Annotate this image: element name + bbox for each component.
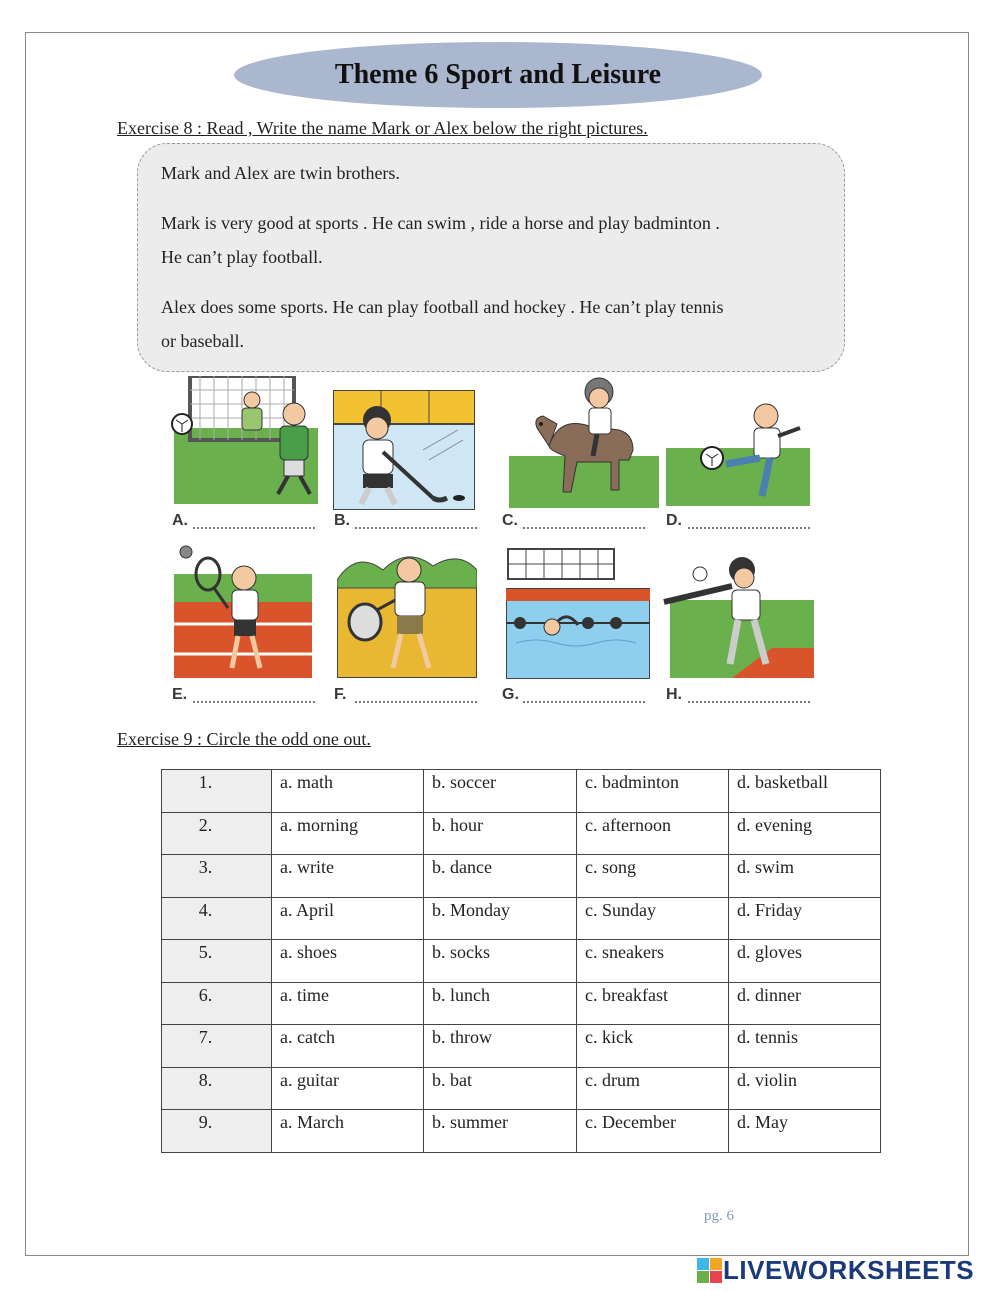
option-b[interactable]: b. socks xyxy=(424,940,577,983)
row-number: 7. xyxy=(162,1025,272,1068)
row-number: 2. xyxy=(162,812,272,855)
picture-hockey xyxy=(333,390,475,510)
row-number: 6. xyxy=(162,982,272,1025)
option-d[interactable]: d. evening xyxy=(729,812,881,855)
option-a[interactable]: a. guitar xyxy=(272,1067,424,1110)
logo-icon xyxy=(697,1258,723,1284)
row-number: 4. xyxy=(162,897,272,940)
option-c[interactable]: c. breakfast xyxy=(577,982,729,1025)
answer-line-a[interactable] xyxy=(193,527,315,529)
option-b[interactable]: b. bat xyxy=(424,1067,577,1110)
row-number: 8. xyxy=(162,1067,272,1110)
option-c[interactable]: c. song xyxy=(577,855,729,898)
table-row xyxy=(162,982,881,1025)
table-row xyxy=(162,812,881,855)
title-banner xyxy=(234,42,762,108)
picture-horse-riding xyxy=(509,376,659,508)
option-a[interactable]: a. March xyxy=(272,1110,424,1153)
answer-line-f[interactable] xyxy=(355,701,477,703)
page-number: pg. 6 xyxy=(704,1208,734,1224)
reading-line: Alex does some sports. He can play football and hockey . He can’t play tennis xyxy=(161,297,724,317)
picture-baseball xyxy=(662,556,814,678)
row-number: 1. xyxy=(162,770,272,813)
row-number: 9. xyxy=(162,1110,272,1153)
picture-tennis xyxy=(172,544,314,678)
answer-line-d[interactable] xyxy=(688,527,810,529)
option-a[interactable]: a. math xyxy=(272,770,424,813)
reading-line: Mark is very good at sports . He can swim , ride a horse and play badminton . xyxy=(161,213,720,233)
option-c[interactable]: c. sneakers xyxy=(577,940,729,983)
option-b[interactable]: b. Monday xyxy=(424,897,577,940)
option-d[interactable]: d. gloves xyxy=(729,940,881,983)
row-number: 5. xyxy=(162,940,272,983)
option-b[interactable]: b. hour xyxy=(424,812,577,855)
picture-letter: E. xyxy=(172,686,188,703)
option-b[interactable]: b. soccer xyxy=(424,770,577,813)
picture-swimming xyxy=(506,547,650,679)
picture-letter: F. xyxy=(334,686,347,703)
option-c[interactable]: c. drum xyxy=(577,1067,729,1110)
reading-line: He can’t play football. xyxy=(161,247,323,267)
option-d[interactable]: d. tennis xyxy=(729,1025,881,1068)
option-c[interactable]: c. kick xyxy=(577,1025,729,1068)
reading-line: Mark and Alex are twin brothers. xyxy=(161,163,400,183)
option-c[interactable]: c. badminton xyxy=(577,770,729,813)
picture-letter: C. xyxy=(502,512,518,529)
picture-letter: G. xyxy=(502,686,519,703)
answer-line-c[interactable] xyxy=(523,527,645,529)
picture-letter: D. xyxy=(666,512,682,529)
answer-line-e[interactable] xyxy=(193,701,315,703)
table-row xyxy=(162,940,881,983)
option-d[interactable]: d. basketball xyxy=(729,770,881,813)
reading-line: or baseball. xyxy=(161,331,244,351)
option-b[interactable]: b. lunch xyxy=(424,982,577,1025)
option-a[interactable]: a. April xyxy=(272,897,424,940)
odd-one-out-table xyxy=(161,769,881,1153)
option-c[interactable]: c. December xyxy=(577,1110,729,1153)
answer-line-g[interactable] xyxy=(523,701,645,703)
option-d[interactable]: d. May xyxy=(729,1110,881,1153)
option-d[interactable]: d. swim xyxy=(729,855,881,898)
reading-box xyxy=(137,143,845,372)
option-b[interactable]: b. dance xyxy=(424,855,577,898)
option-d[interactable]: d. dinner xyxy=(729,982,881,1025)
answer-line-h[interactable] xyxy=(688,701,810,703)
picture-badminton xyxy=(337,550,477,678)
brand-name: LIVEWORKSHEETS xyxy=(723,1255,975,1285)
liveworksheets-logo xyxy=(697,1255,974,1286)
exercise8-heading: Exercise 8 : Read , Write the name Mark or Alex below the right pictures. xyxy=(117,118,648,138)
option-a[interactable]: a. catch xyxy=(272,1025,424,1068)
table-row xyxy=(162,1110,881,1153)
option-c[interactable]: c. afternoon xyxy=(577,812,729,855)
picture-letter: H. xyxy=(666,686,682,703)
option-b[interactable]: b. summer xyxy=(424,1110,577,1153)
picture-football-kick xyxy=(666,398,812,508)
picture-football-goal xyxy=(170,376,320,508)
table-row xyxy=(162,897,881,940)
exercise9-heading: Exercise 9 : Circle the odd one out. xyxy=(117,729,371,749)
option-a[interactable]: a. shoes xyxy=(272,940,424,983)
row-number: 3. xyxy=(162,855,272,898)
table-row xyxy=(162,1025,881,1068)
option-a[interactable]: a. write xyxy=(272,855,424,898)
option-a[interactable]: a. time xyxy=(272,982,424,1025)
answer-line-b[interactable] xyxy=(355,527,477,529)
table-row xyxy=(162,855,881,898)
picture-letter: A. xyxy=(172,512,188,529)
option-d[interactable]: d. violin xyxy=(729,1067,881,1110)
option-a[interactable]: a. morning xyxy=(272,812,424,855)
picture-letter: B. xyxy=(334,512,350,529)
option-c[interactable]: c. Sunday xyxy=(577,897,729,940)
option-d[interactable]: d. Friday xyxy=(729,897,881,940)
table-row xyxy=(162,770,881,813)
page-title: Theme 6 Sport and Leisure xyxy=(334,59,662,90)
table-row xyxy=(162,1067,881,1110)
option-b[interactable]: b. throw xyxy=(424,1025,577,1068)
